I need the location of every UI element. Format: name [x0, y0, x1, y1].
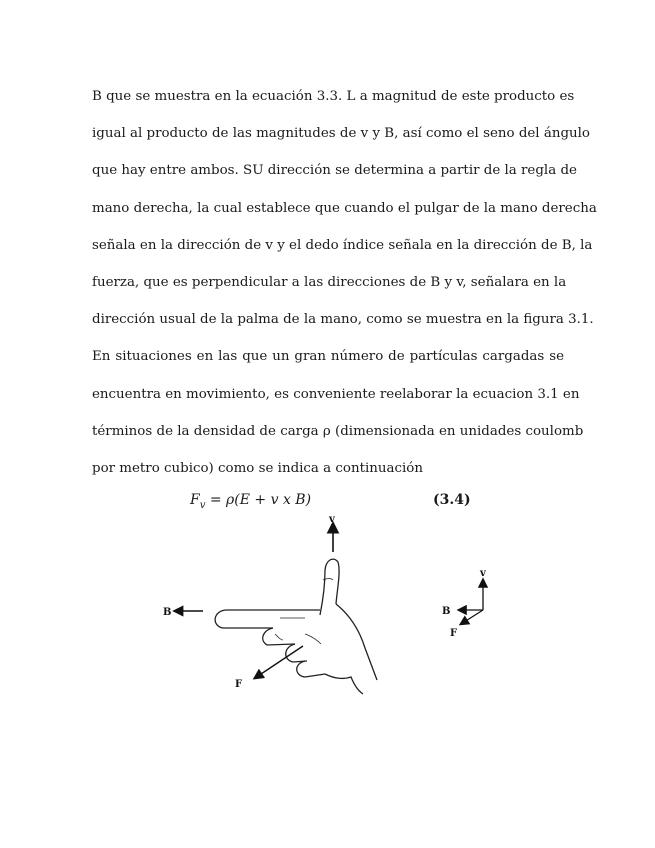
paragraph-line-10: términos de la densidad de carga ρ (dimensionada en unidades coulomb [92, 423, 584, 439]
paragraph-line-8: En situaciones en las que un gran número de partículas cargadas se [92, 349, 564, 365]
label-B-hand: B [163, 607, 172, 618]
paragraph-line-2: igual al producto de las magnitudes de v y B, así como el seno del ángulo [92, 126, 590, 142]
label-v-hand: v [329, 514, 335, 525]
eq-open: (E [234, 492, 250, 508]
paragraph-line-6: fuerza, que es perpendicular a las direcciones de B y v, señalara en la [92, 274, 567, 290]
eq-plus: + [254, 492, 267, 508]
body-paragraph [92, 78, 597, 487]
eq-lhs-sub: v [199, 499, 206, 511]
paragraph-line-4: mano derecha, la cual establece que cuando el pulgar de la mano derecha [92, 200, 597, 216]
eq-lhs: F [190, 492, 200, 508]
paragraph-line-3: que hay entre ambos. SU dirección se determina a partir de la regla de [92, 163, 577, 179]
paragraph-line-11: por metro cubico) como se indica a continuación [92, 460, 423, 476]
paragraph-line-5: señala en la dirección de v y el dedo índice señala en la dirección de B, la [92, 237, 593, 253]
eq-rho: ρ [226, 492, 235, 508]
equation-number: (3.4) [433, 492, 471, 508]
paragraph-line-9: encuentra en movimiento, es conveniente reelaborar la ecuacion 3.1 en [92, 386, 580, 402]
reference-axes [442, 568, 487, 639]
label-F-hand: F [235, 679, 243, 690]
label-F-axes: F [450, 628, 458, 639]
label-B-axes: B [442, 606, 451, 617]
eq-equals: = [209, 492, 222, 508]
hand-diagram [155, 512, 500, 700]
label-v-axes: v [480, 568, 486, 579]
paragraph-line-1: B que se muestra en la ecuación 3.3. L a magnitud de este producto es [92, 89, 575, 104]
equation-3-4 [190, 486, 510, 514]
hand-drawing [215, 559, 377, 694]
eq-rhs: v x B) [270, 492, 312, 508]
paragraph-line-7: dirección usual de la palma de la mano, como se muestra en la figura 3.1. [92, 312, 594, 328]
right-hand-rule-figure [155, 512, 500, 700]
